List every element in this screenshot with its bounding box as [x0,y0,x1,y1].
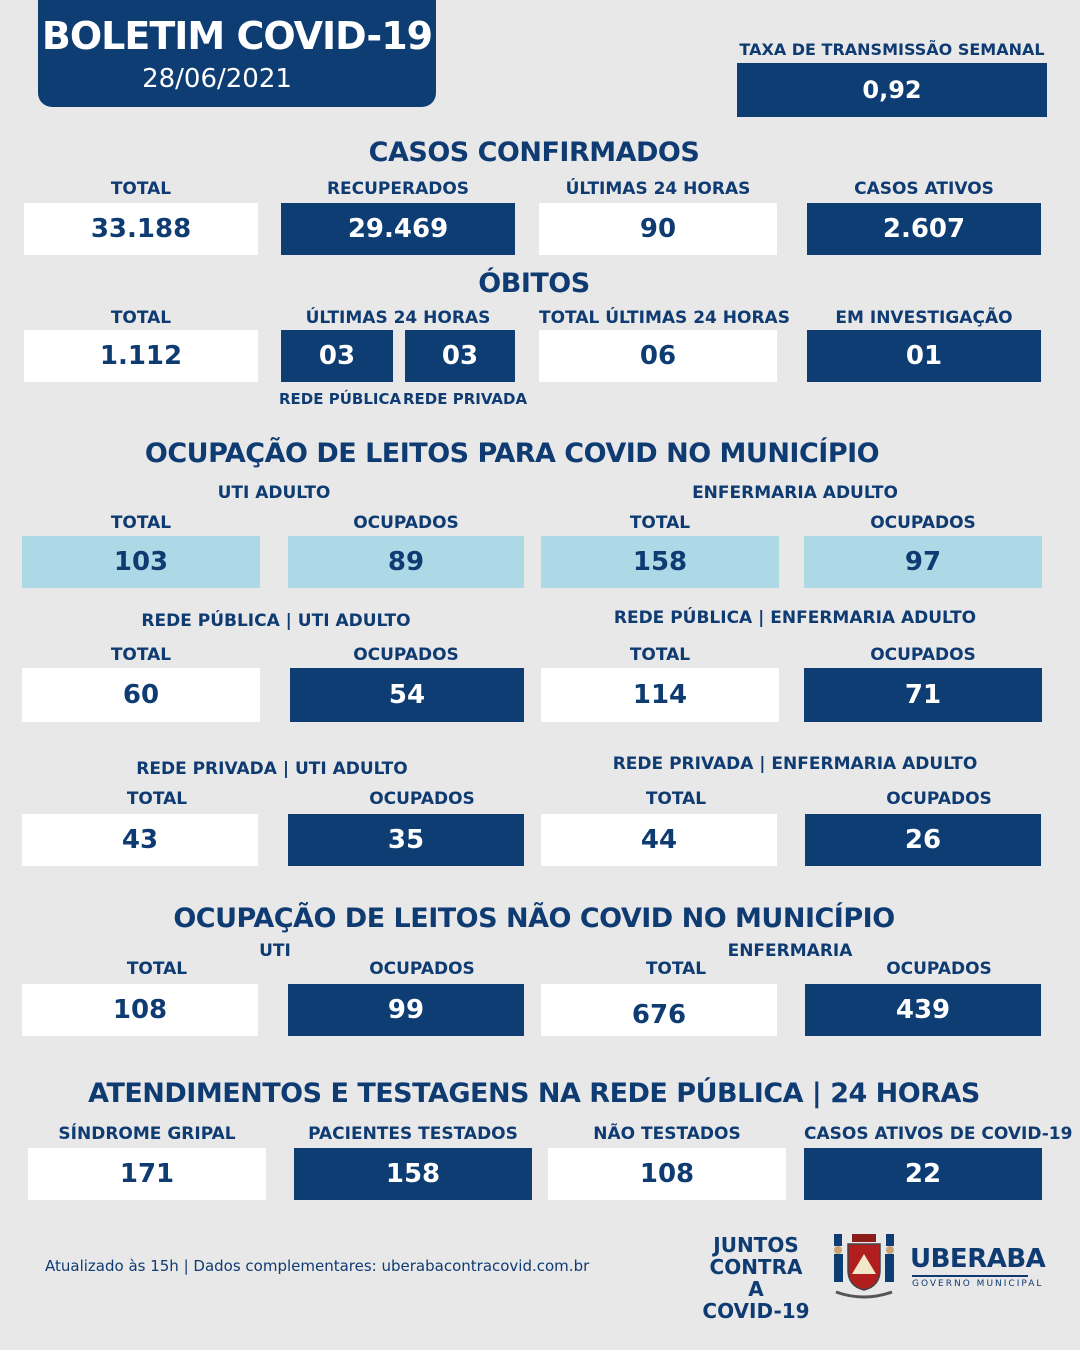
public-uti-label: REDE PÚBLICA | UTI ADULTO [141,611,411,631]
noncovid-ward-occupied-label: OCUPADOS [886,959,992,979]
bulletin-title: BOLETIM COVID-19 [41,14,433,58]
public-ward-occupied-label: OCUPADOS [870,645,976,665]
ward-occupied-value: 97 [804,536,1042,588]
testing-active-label: CASOS ATIVOS DE COVID-19 [804,1124,1073,1144]
covid-beds-heading: OCUPAÇÃO DE LEITOS PARA COVID NO MUNICÍPIO [144,438,880,469]
public-ward-label: REDE PÚBLICA | ENFERMARIA ADULTO [613,608,977,628]
testing-flu-value: 171 [28,1148,266,1200]
campaign-line-3: COVID-19 [702,1299,810,1323]
confirmed-active-value: 2.607 [807,203,1041,255]
ward-total-label: TOTAL [629,513,691,533]
uti-total-value: 103 [22,536,260,588]
private-uti-label: REDE PRIVADA | UTI ADULTO [136,759,408,779]
footer-note: Atualizado às 15h | Dados complementares: uberabacontracovid.com.br [45,1257,590,1275]
noncovid-uti-total-label: TOTAL [126,959,188,979]
deaths-public-value: 03 [281,330,393,382]
bulletin-header [38,0,436,107]
private-uti-total-value: 43 [22,814,258,866]
uti-adult-label: UTI ADULTO [217,483,331,503]
private-ward-occupied-value: 26 [805,814,1041,866]
noncovid-uti-occupied-label: OCUPADOS [369,959,475,979]
public-uti-occupied-label: OCUPADOS [353,645,459,665]
testing-tested-value: 158 [294,1148,532,1200]
private-ward-total-label: TOTAL [645,789,707,809]
confirmed-last24-label: ÚLTIMAS 24 HORAS [565,179,751,199]
transmission-label: TAXA DE TRANSMISSÃO SEMANAL [739,40,1045,59]
deaths-private-label: REDE PRIVADA [403,390,528,408]
deaths-total-label: TOTAL [110,308,172,328]
confirmed-last24-value: 90 [539,203,777,255]
private-uti-occupied-value: 35 [288,814,524,866]
uti-total-label: TOTAL [110,513,172,533]
confirmed-total-label: TOTAL [110,179,172,199]
private-ward-label: REDE PRIVADA | ENFERMARIA ADULTO [612,754,978,774]
testing-flu-label: SÍNDROME GRIPAL [58,1124,236,1144]
public-uti-occupied-value: 54 [290,668,524,722]
confirmed-heading: CASOS CONFIRMADOS [368,137,700,168]
deaths-private-value: 03 [405,330,515,382]
deaths-total-value: 1.112 [24,330,258,382]
deaths-last24-label: ÚLTIMAS 24 HORAS [305,308,491,328]
noncovid-ward-total-label: TOTAL [645,959,707,979]
testing-active-value: 22 [804,1148,1042,1200]
private-uti-total-label: TOTAL [126,789,188,809]
city-government: GOVERNO MUNICIPAL [912,1275,1028,1289]
ward-adult-label: ENFERMARIA ADULTO [692,483,898,503]
noncovid-uti-occupied-value: 99 [288,984,524,1036]
public-uti-total-value: 60 [22,668,260,722]
deaths-public-label: REDE PÚBLICA [279,390,402,408]
noncovid-beds-heading: OCUPAÇÃO DE LEITOS NÃO COVID NO MUNICÍPIO [173,903,895,934]
testing-tested-label: PACIENTES TESTADOS [308,1124,518,1144]
transmission-value: 0,92 [737,63,1047,117]
campaign-line-1: JUNTOS [713,1233,799,1257]
bulletin-date: 28/06/2021 [142,64,292,94]
public-ward-total-label: TOTAL [629,645,691,665]
testing-untested-label: NÃO TESTADOS [593,1124,741,1144]
ward-occupied-label: OCUPADOS [870,513,976,533]
public-ward-occupied-value: 71 [804,668,1042,722]
deaths-investigation-value: 01 [807,330,1041,382]
noncovid-ward-occupied-value: 439 [805,984,1041,1036]
campaign-line-2: CONTRA A [709,1255,803,1301]
testing-untested-value: 108 [548,1148,786,1200]
confirmed-recovered-label: RECUPERADOS [326,179,470,199]
noncovid-ward-total-value: 676 [541,984,777,1036]
confirmed-total-value: 33.188 [24,203,258,255]
deaths-heading: ÓBITOS [478,268,590,299]
private-ward-total-value: 44 [541,814,777,866]
private-uti-occupied-label: OCUPADOS [369,789,475,809]
noncovid-ward-label: ENFERMARIA [727,941,853,961]
testing-heading: ATENDIMENTOS E TESTAGENS NA REDE PÚBLICA | 24 HORAS [88,1078,980,1109]
campaign-text [700,1234,812,1322]
confirmed-active-label: CASOS ATIVOS [854,179,994,199]
private-ward-occupied-label: OCUPADOS [886,789,992,809]
public-uti-total-label: TOTAL [110,645,172,665]
city-coat-of-arms-icon [826,1230,902,1302]
noncovid-uti-total-value: 108 [22,984,258,1036]
uti-occupied-value: 89 [288,536,524,588]
deaths-investigation-label: EM INVESTIGAÇÃO [835,308,1013,328]
noncovid-uti-label: UTI [259,941,291,961]
confirmed-recovered-value: 29.469 [281,203,515,255]
public-ward-total-value: 114 [541,668,779,722]
ward-total-value: 158 [541,536,779,588]
deaths-total24-value: 06 [539,330,777,382]
deaths-total24-label: TOTAL ÚLTIMAS 24 HORAS [539,308,790,328]
uti-occupied-label: OCUPADOS [353,513,459,533]
city-name: UBERABA [910,1244,1046,1274]
